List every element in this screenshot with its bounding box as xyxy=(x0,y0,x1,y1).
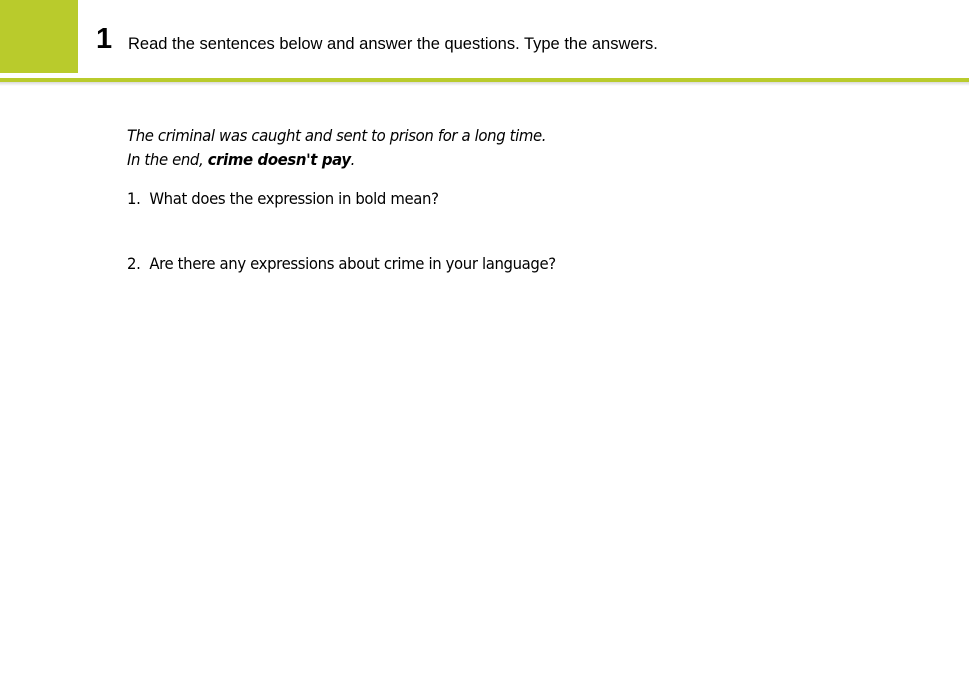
quote-line-1: The criminal was caught and sent to prison for a long time. xyxy=(127,126,547,145)
bold-expression: crime doesn't pay xyxy=(207,150,351,169)
question-1-number: 1. xyxy=(127,189,141,208)
quote-line-2-prefix: In the end, xyxy=(127,150,208,169)
question-2-number: 2. xyxy=(127,254,141,273)
question-2-text: Are there any expressions about crime in your language? xyxy=(149,254,556,273)
quote-line-2-suffix: . xyxy=(350,150,356,169)
question-2 xyxy=(127,253,556,275)
exercise-header xyxy=(0,0,969,78)
exercise-content xyxy=(127,124,778,273)
header-shadow xyxy=(0,82,969,86)
exercise-instruction: Read the sentences below and answer the questions. Type the answers. xyxy=(128,35,658,53)
question-1-text: What does the expression in bold mean? xyxy=(149,189,439,208)
exercise-accent-block xyxy=(0,0,78,73)
quote-line-2 xyxy=(127,148,778,172)
question-1 xyxy=(127,188,439,210)
exercise-number: 1 xyxy=(96,23,113,55)
